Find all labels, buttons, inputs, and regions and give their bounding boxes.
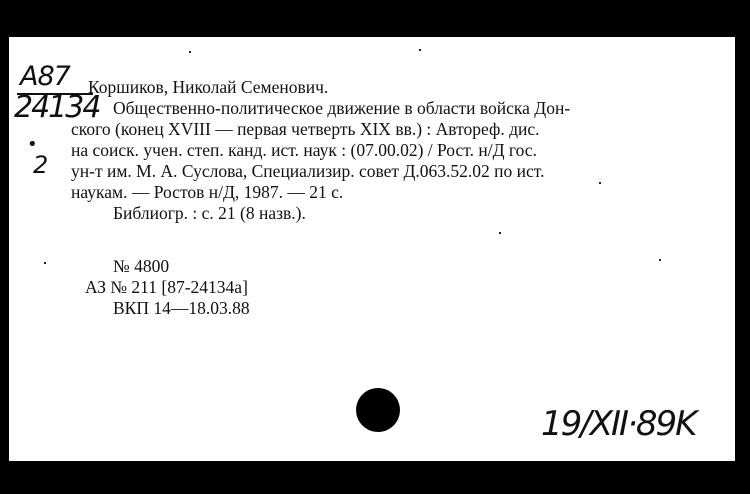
punch-hole <box>356 388 400 432</box>
call-number-line1: А87 <box>20 61 70 92</box>
title-line-3: на соиск. учен. степ. канд. ист. наук : (07.00.02) / Рост. н/Д гос. <box>71 140 537 160</box>
speck <box>659 259 661 261</box>
az-number: АЗ № 211 [87-24134а] <box>85 277 248 297</box>
title-line-4: ун-т им. М. А. Суслова, Специализир. совет Д.063.52.02 по ист. <box>71 161 545 181</box>
speck <box>599 182 601 184</box>
title-line-1: Общественно-политическое движение в области войска Дон- <box>113 98 571 118</box>
bibliography-note: Библиогр. : с. 21 (8 назв.). <box>113 203 306 223</box>
title-line-5: наукам. — Ростов н/Д, 1987. — 21 с. <box>71 182 344 202</box>
handwritten-date: 19/XII·89K <box>541 404 696 444</box>
speck <box>419 49 421 51</box>
vkp-number: ВКП 14—18.03.88 <box>113 298 250 318</box>
margin-number-mark: 2 <box>33 151 49 179</box>
speck <box>44 262 46 264</box>
title-line-2: ского (конец XVIII — первая четверть XIX вв.) : Автореф. дис. <box>71 119 540 139</box>
record-number: № 4800 <box>113 256 170 276</box>
speck <box>189 51 191 53</box>
call-number-line2: 24134 <box>14 90 100 125</box>
catalog-card <box>9 37 735 461</box>
author-heading: Коршиков, Николай Семенович. <box>88 77 329 97</box>
speck <box>499 232 501 234</box>
margin-dot-mark: • <box>27 134 38 155</box>
